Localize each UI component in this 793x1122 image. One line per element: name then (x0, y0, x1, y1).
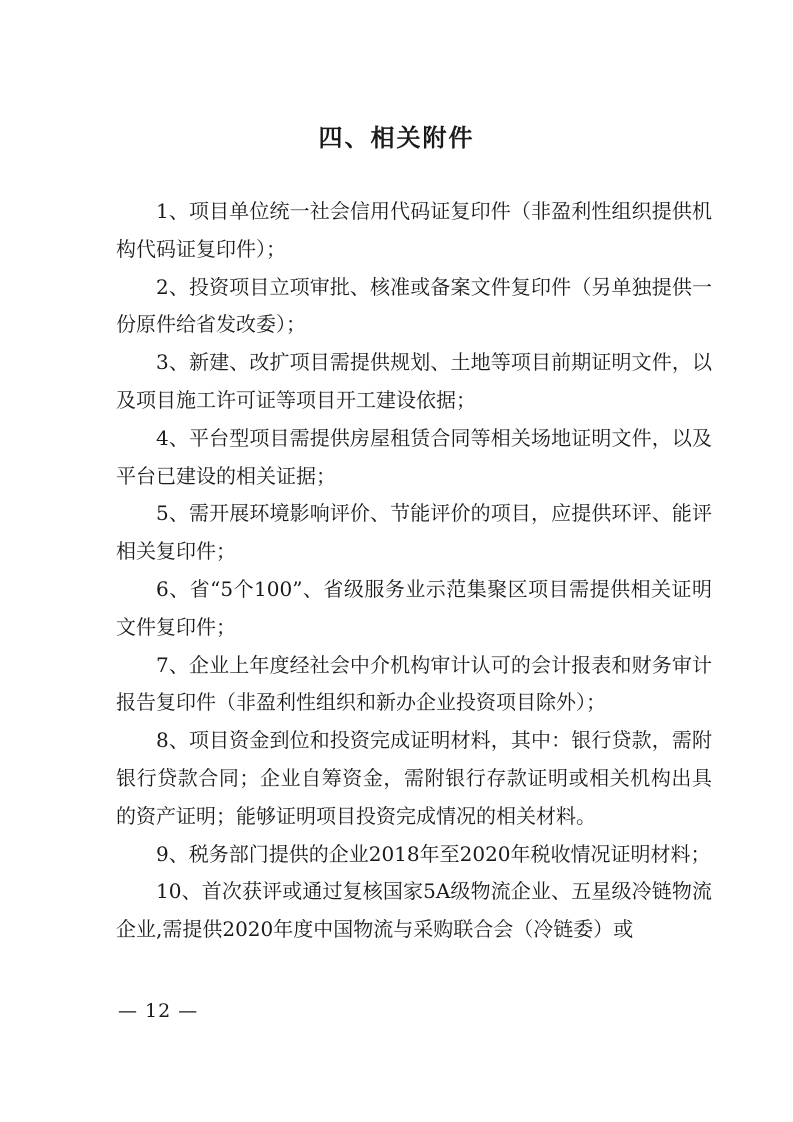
list-item: 3、新建、改扩项目需提供规划、土地等项目前期证明文件，以及项目施工许可证等项目开工建设依据； (116, 350, 712, 412)
list-item: 9、税务部门提供的企业2018年至2020年税收情况证明材料； (156, 841, 711, 866)
attachment-list (116, 193, 712, 949)
section-title: 四、相关附件 (318, 123, 475, 152)
list-item: 1、项目单位统一社会信用代码证复印件（非盈利性组织提供机构代码证复印件）； (116, 199, 712, 261)
list-item: 4、平台型项目需提供房屋租赁合同等相关场地证明文件，以及平台已建设的相关证据； (116, 425, 712, 488)
list-item: 10、首次获评或通过复核国家5A级物流企业、五星级冷链物流企业,需提供2020年度中国物流与采购联合会（冷链委）或 (116, 879, 712, 942)
list-item: 7、企业上年度经社会中介机构审计认可的会计报表和财务审计报告复印件（非盈利性组织和新办企业投资项目除外）； (116, 652, 712, 715)
list-item: 8、项目资金到位和投资完成证明材料，其中：银行贷款，需附银行贷款合同；企业自筹资金，需附银行存款证明或相关机构出具的资产证明；能够证明项目投资完成情况的相关材料。 (116, 728, 712, 828)
list-item: 5、需开展环境影响评价、节能评价的项目，应提供环评、能评相关复印件； (116, 501, 712, 564)
page-number: — 12 — (118, 1000, 199, 1022)
list-item: 2、投资项目立项审批、核准或备案文件复印件（另单独提供一份原件给省发改委）； (116, 274, 712, 337)
list-item: 6、省“5个100”、省级服务业示范集聚区项目需提供相关证明文件复印件； (116, 576, 712, 639)
